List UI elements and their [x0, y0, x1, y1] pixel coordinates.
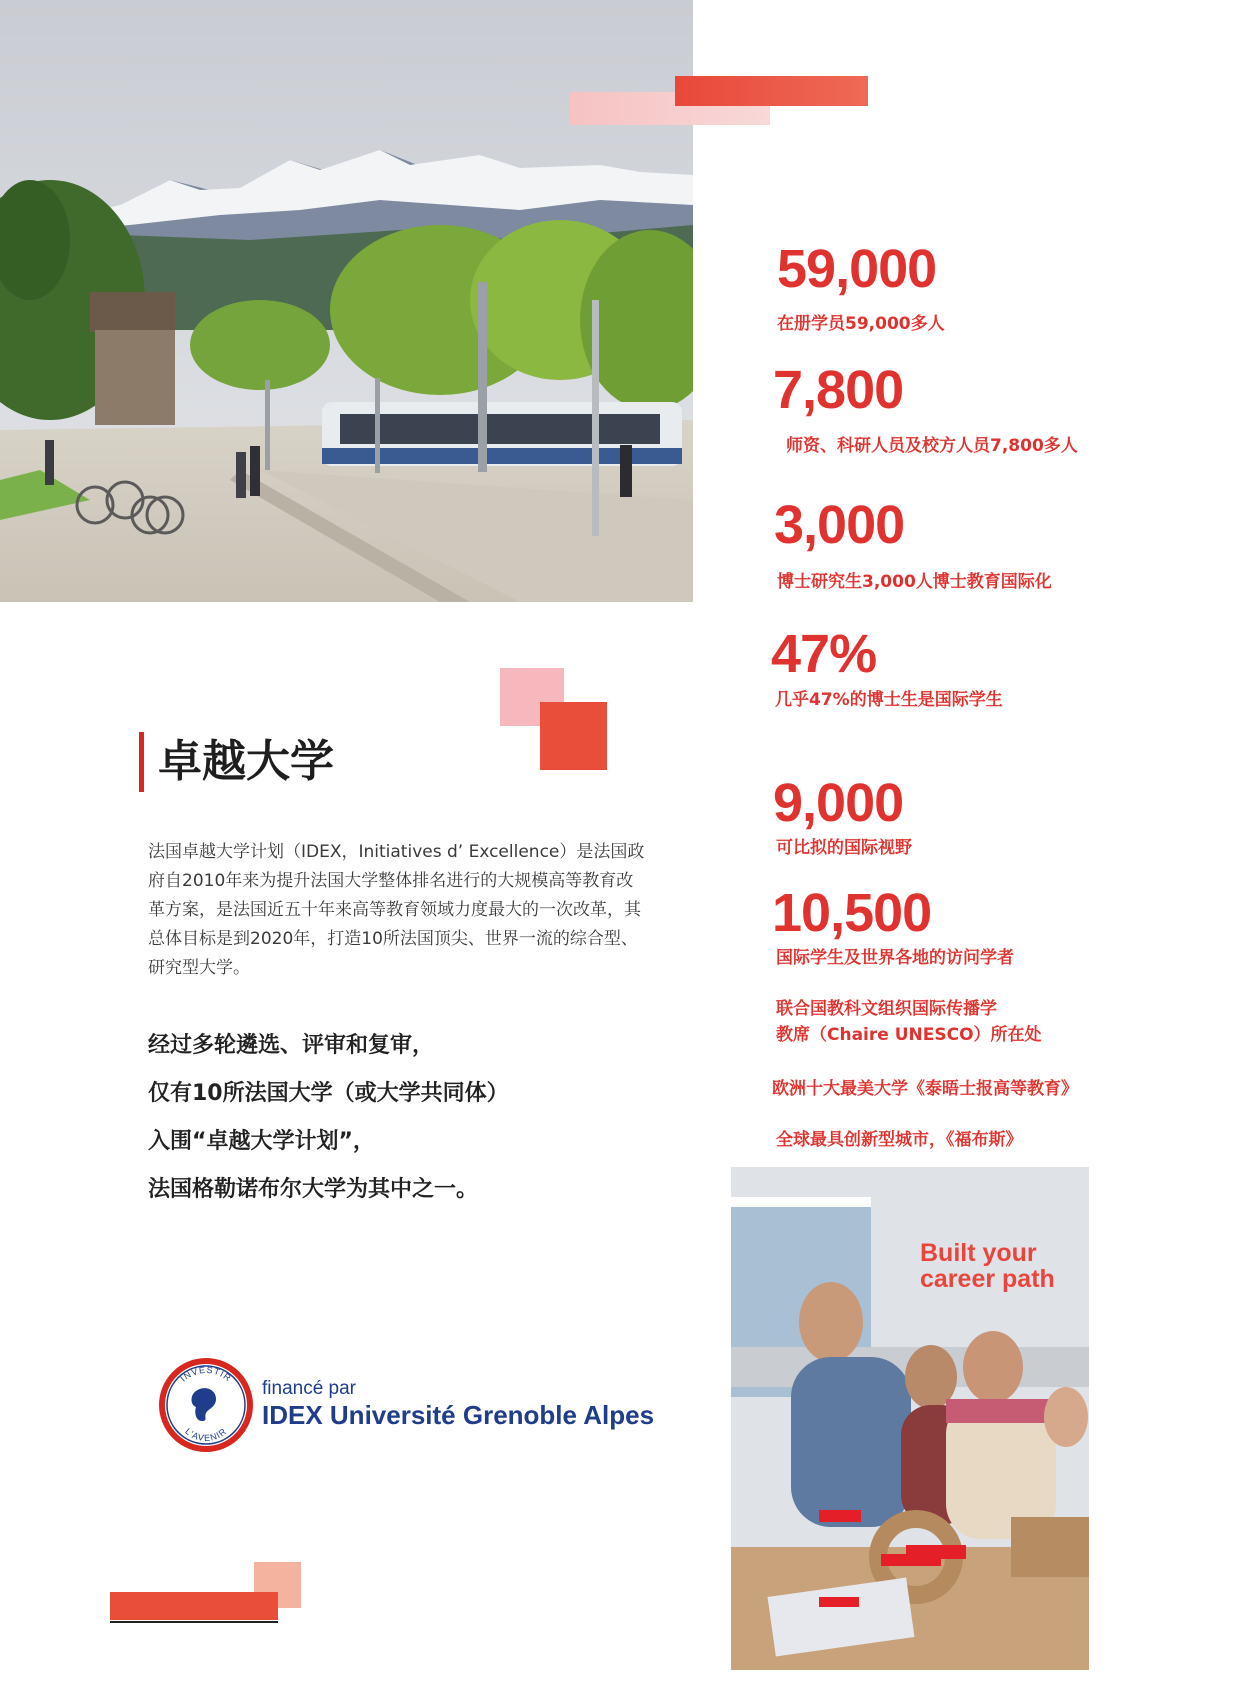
highlight-line: 仅有10所法国大学（或大学共同体）	[148, 1081, 509, 1106]
photo-caption-line: Built your	[920, 1239, 1037, 1267]
deco-line-bottom	[110, 1621, 278, 1623]
deco-square-red	[540, 702, 607, 770]
article-body: 法国卓越大学计划（IDEX，Initiatives d’ Excellence）是法国政府自2010年来为提升法国大学整体排名进行的大规模高等教育改革方案，是法国近五十年来高等教育领域力度最大的一次改革，其总体目标是到2020年，打造10所法国顶尖、世界一流的综合型、研究型大学。	[148, 842, 645, 978]
investir-avenir-logo	[156, 1355, 256, 1455]
distinction-beautiful-university: 欧洲十大最美大学《泰晤士报高等教育》	[772, 1079, 1078, 1099]
stat-caption-intl-view: 可比拟的国际视野	[776, 838, 912, 858]
distinction-unesco-line1: 联合国教科文组织国际传播学	[776, 999, 997, 1019]
highlight-line: 法国格勒诺布尔大学为其中之一。	[148, 1177, 479, 1202]
deco-stripe-bottom-red	[110, 1592, 278, 1620]
distinction-unesco-line2: 教席（Chaire UNESCO）所在处	[776, 1025, 1042, 1045]
stat-number-students: 59,000	[777, 239, 937, 299]
campus-photo	[0, 0, 693, 602]
stat-caption-students: 在册学员59,000多人	[777, 314, 945, 334]
stat-number-intl-phd: 47%	[771, 624, 877, 684]
seal-top-text: INVESTIR	[178, 1364, 234, 1384]
stat-caption-staff: 师资、科研人员及校方人员7,800多人	[786, 436, 1078, 456]
stat-caption-visiting: 国际学生及世界各地的访问学者	[776, 948, 1014, 968]
stat-number-staff: 7,800	[773, 360, 904, 420]
highlight-line: 入围“卓越大学计划”，	[148, 1129, 375, 1154]
photo-caption	[920, 1240, 1055, 1292]
highlight-line: 经过多轮遴选、评审和复审，	[148, 1033, 435, 1058]
stat-number-visiting: 10,500	[772, 883, 932, 943]
page-title: 卓越大学	[158, 736, 334, 787]
stat-caption-phd: 博士研究生3,000人博士教育国际化	[777, 572, 1052, 592]
stat-caption-intl-phd: 几乎47%的博士生是国际学生	[775, 690, 1003, 710]
distinction-innovative-city: 全球最具创新型城市，《福布斯》	[776, 1130, 1023, 1150]
seal-bottom-text: L'AVENIR	[183, 1425, 229, 1444]
title-accent-bar	[139, 732, 144, 792]
stat-number-intl-view: 9,000	[773, 773, 904, 833]
deco-stripe-top-red	[675, 76, 868, 106]
logo-financed-by: financé par	[262, 1378, 357, 1399]
article-highlight	[148, 1022, 668, 1214]
photo-caption-line: career path	[920, 1265, 1055, 1293]
stat-number-phd: 3,000	[774, 495, 905, 555]
logo-idex-name: IDEX Université Grenoble Alpes	[262, 1400, 655, 1430]
